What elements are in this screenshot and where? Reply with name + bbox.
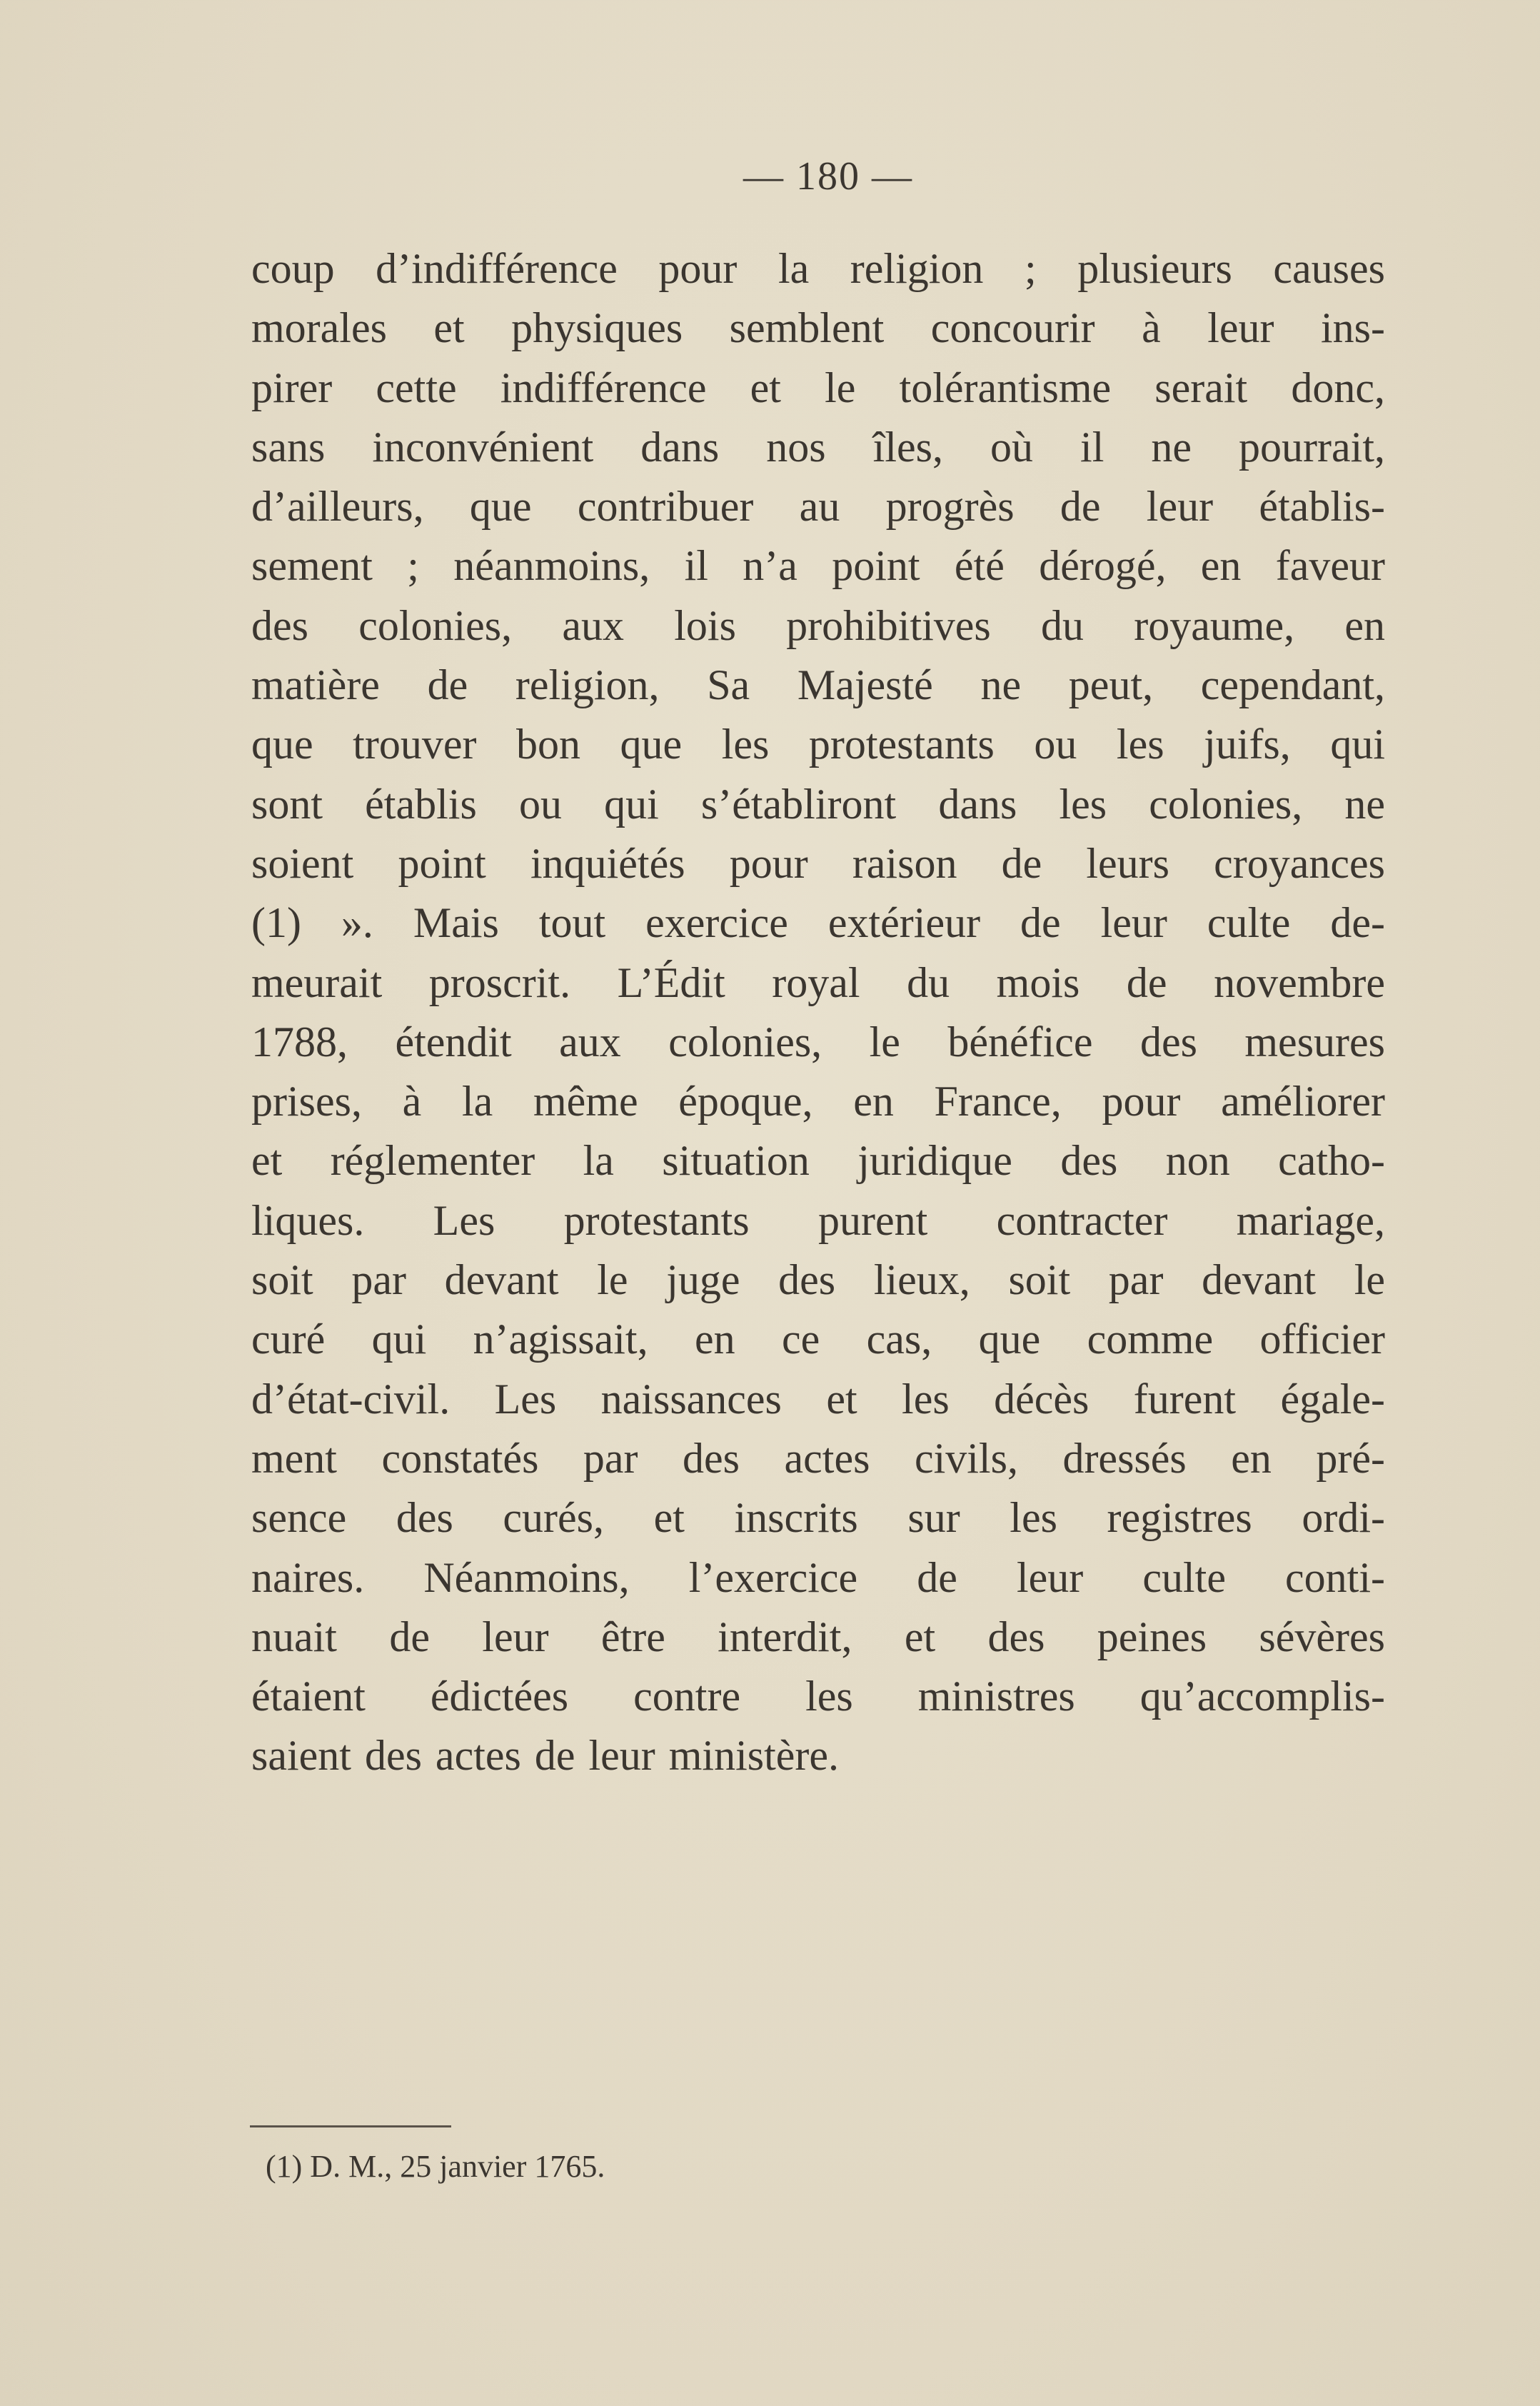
text-line: et réglementer la situation juridique des non catho- xyxy=(251,1137,1385,1185)
page-number: — 180 — xyxy=(743,154,913,199)
text-line: naires. Néanmoins, l’exercice de leur culte conti- xyxy=(251,1553,1385,1601)
text-line: sans inconvénient dans nos îles, où il ne pourrait, xyxy=(251,423,1385,471)
text-line: soit par devant le juge des lieux, soit par devant le xyxy=(251,1256,1385,1304)
text-line: 1788, étendit aux colonies, le bénéfice des mesures xyxy=(251,1018,1385,1066)
text-line: sont établis ou qui s’établiront dans les colonies, ne xyxy=(251,780,1385,828)
text-line: (1) ». Mais tout exercice extérieur de leur culte de- xyxy=(251,899,1385,947)
text-line: sement ; néanmoins, il n’a point été dérogé, en faveur xyxy=(251,542,1385,590)
text-line: sence des curés, et inscrits sur les registres ordi- xyxy=(251,1494,1385,1542)
footnote: (1) D. M., 25 janvier 1765. xyxy=(266,2149,605,2184)
footnote-divider xyxy=(250,2125,451,2127)
body-text xyxy=(251,239,1385,1786)
text-line: curé qui n’agissait, en ce cas, que comme officier xyxy=(251,1315,1385,1363)
text-line: liques. Les protestants purent contracter mariage, xyxy=(251,1196,1385,1244)
text-line: matière de religion, Sa Majesté ne peut, cependant, xyxy=(251,661,1385,709)
text-line: morales et physiques semblent concourir à leur ins- xyxy=(251,304,1385,352)
text-line: meurait proscrit. L’Édit royal du mois de novembre xyxy=(251,958,1385,1006)
text-line: étaient édictées contre les ministres qu’accomplis- xyxy=(251,1673,1385,1720)
text-line: coup d’indifférence pour la religion ; plusieurs causes xyxy=(251,245,1385,292)
text-line: que trouver bon que les protestants ou les juifs, qui xyxy=(251,721,1385,768)
text-line: soient point inquiétés pour raison de leurs croyances xyxy=(251,839,1385,887)
text-line: d’état-civil. Les naissances et les décès furent égale- xyxy=(251,1375,1385,1423)
text-line: ment constatés par des actes civils, dressés en pré- xyxy=(251,1434,1385,1482)
text-line: saient des actes de leur ministère. xyxy=(251,1732,840,1780)
text-line: prises, à la même époque, en France, pour améliorer xyxy=(251,1078,1385,1126)
text-line: nuait de leur être interdit, et des peines sévères xyxy=(251,1613,1385,1660)
text-line: pirer cette indifférence et le tolérantisme serait donc, xyxy=(251,364,1385,411)
text-line: des colonies, aux lois prohibitives du royaume, en xyxy=(251,601,1385,649)
text-line: d’ailleurs, que contribuer au progrès de leur établis- xyxy=(251,483,1385,531)
